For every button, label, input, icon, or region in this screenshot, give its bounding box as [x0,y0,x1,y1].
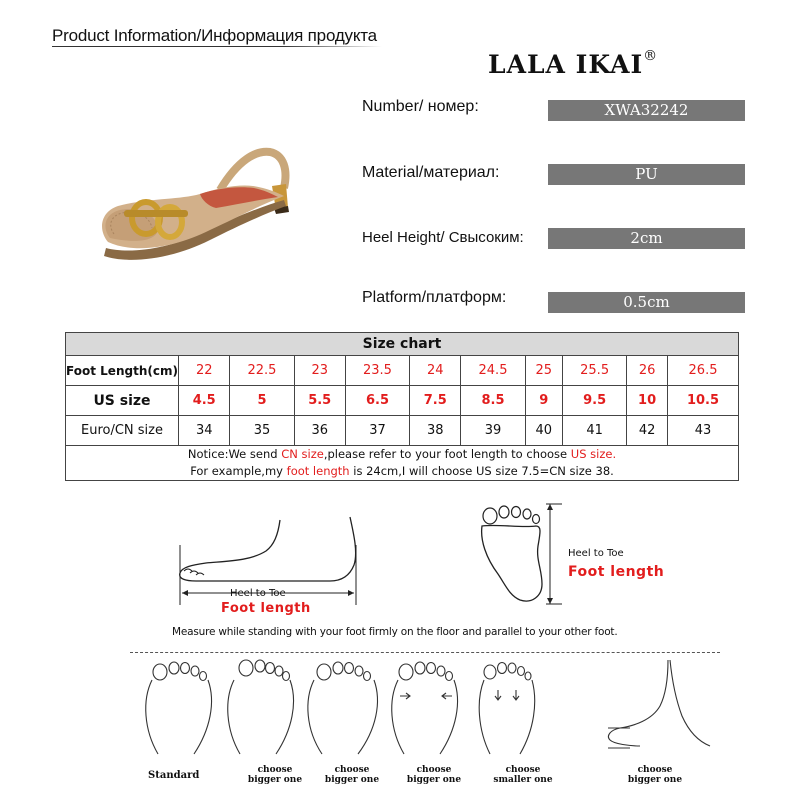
measure-instruction: Measure while standing with your foot firmly on the floor and parallel to your other foot. [172,626,618,638]
foot-length-cell: 26.5 [668,356,739,386]
us-size-cell: 5 [230,386,294,416]
us-size-cell: 8.5 [461,386,525,416]
foot-type-label-3 [322,765,382,785]
heel-to-toe-label-sole: Heel to Toe [568,548,624,559]
choose-text: choose [257,765,293,775]
euro-cn-size-cell: 36 [294,416,345,446]
registered-mark: ® [643,48,659,64]
us-size-row [66,386,739,416]
euro-cn-size-row [66,416,739,446]
foot-length-label: Foot length [221,601,311,616]
notice-text [66,446,739,463]
choose-text: choose [637,765,673,775]
brand-name: LALA IKAI [488,50,644,79]
euro-cn-size-label: Euro/CN size [66,416,179,446]
foot-length-cell: 23 [294,356,345,386]
us-size-cell: 7.5 [410,386,461,416]
foot-type-3 [308,662,378,754]
choose-sub-text: bigger one [406,775,462,785]
foot-type-label-4 [402,765,466,785]
heel-to-toe-label: Heel to Toe [230,588,286,599]
foot-length-cell: 26 [627,356,668,386]
notice-highlight: CN size [281,446,324,461]
choose-sub-text: smaller one [493,775,553,785]
spec-number-label: Number/ номер: [362,98,479,115]
choose-sub-text: bigger one [247,775,303,785]
foot-length-cell: 22 [179,356,230,386]
title-underline [52,46,382,47]
foot-length-cell: 24 [410,356,461,386]
foot-standard [146,662,212,754]
foot-type-label-6 [615,765,695,785]
foot-length-cell: 24.5 [461,356,525,386]
foot-type-6 [608,660,710,748]
notice-highlight: US size. [570,446,617,461]
notice-part: Notice:We send [187,446,282,461]
spec-material-label: Material/материал: [362,164,500,181]
section-title: Product Information/Информация продукта [52,26,377,45]
euro-cn-size-cell: 37 [345,416,409,446]
foot-length-label-sole: Foot length [568,564,665,580]
us-size-cell: 5.5 [294,386,345,416]
size-chart-title: Size chart [66,333,739,356]
example-part: For example,my [190,463,287,478]
euro-cn-size-cell: 35 [230,416,294,446]
us-size-cell: 10 [627,386,668,416]
euro-cn-size-cell: 38 [410,416,461,446]
us-size-cell: 9.5 [563,386,627,416]
choose-text: choose [416,765,452,775]
shoe-image [88,130,298,300]
example-part: is 24cm,I will choose US size 7.5=CN size 38. [349,463,614,478]
euro-cn-size-cell: 41 [563,416,627,446]
foot-type-2 [228,660,294,754]
euro-cn-size-cell: 42 [627,416,668,446]
euro-cn-size-cell: 43 [668,416,739,446]
euro-cn-size-cell: 39 [461,416,525,446]
spec-heel-height-label: Heel Height/ Свысоким: [362,229,524,246]
spec-platform-value: 0.5cm [548,292,745,313]
spec-platform-label: Platform/платформ: [362,289,507,306]
foot-length-row [66,356,739,386]
foot-types-diagram [130,650,730,766]
notice-part: ,please refer to your foot length to choose [323,446,571,461]
example-highlight: foot length [286,463,350,478]
foot-type-label-2 [245,765,305,785]
size-chart-table [65,332,739,481]
choose-text: choose [334,765,370,775]
foot-length-cell: 23.5 [345,356,409,386]
example-text [66,462,739,481]
foot-length-label: Foot Length(cm) [66,356,179,386]
foot-type-4 [392,662,458,754]
us-size-cell: 4.5 [179,386,230,416]
choose-sub-text: bigger one [324,775,380,785]
foot-length-cell: 22.5 [230,356,294,386]
us-size-cell: 9 [525,386,563,416]
foot-type-label-standard: Standard [148,770,200,781]
choose-text: choose [505,765,541,775]
us-size-cell: 6.5 [345,386,409,416]
foot-length-cell: 25.5 [563,356,627,386]
brand-logo [488,50,658,79]
spec-heel-height-value: 2cm [548,228,745,249]
foot-type-5 [479,663,535,755]
spec-number-value: XWA32242 [548,100,745,121]
us-size-label: US size [66,386,179,416]
spec-material-value: PU [548,164,745,185]
euro-cn-size-cell: 34 [179,416,230,446]
choose-sub-text: bigger one [627,775,683,785]
euro-cn-size-cell: 40 [525,416,563,446]
us-size-cell: 10.5 [668,386,739,416]
foot-type-label-5 [488,765,558,785]
foot-length-cell: 25 [525,356,563,386]
